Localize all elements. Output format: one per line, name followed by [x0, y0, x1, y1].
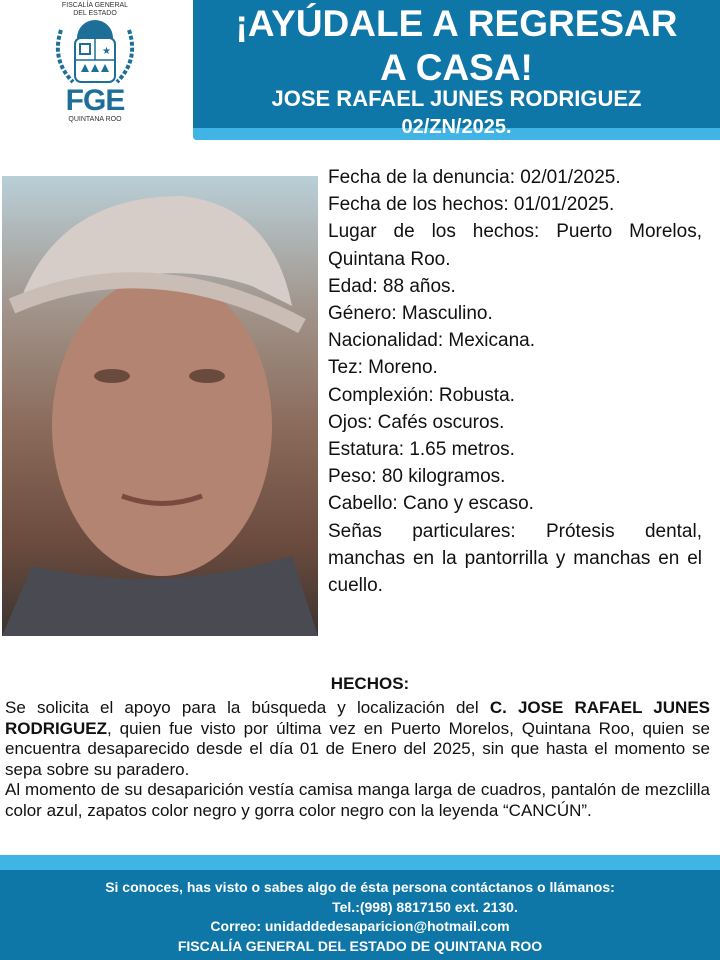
facts-paragraph-1	[5, 698, 710, 780]
detail-weight: Peso: 80 kilogramos.	[328, 466, 506, 488]
contact-footer	[0, 870, 720, 960]
headline-line-1: ¡AYÚDALE A REGRESAR	[235, 3, 678, 44]
person-details	[328, 164, 702, 599]
detail-build: Complexión: Robusta.	[328, 384, 515, 406]
headline-line-2: A CASA!	[380, 47, 533, 88]
detail-age: Edad: 88 años.	[328, 275, 456, 297]
detail-eyes: Ojos: Cafés oscuros.	[328, 411, 505, 433]
logo-text-2: DEL ESTADO	[73, 10, 117, 17]
contact-email: Correo: unidaddedesaparicion@hotmail.com	[210, 918, 510, 934]
detail-event-date: Fecha de los hechos: 01/01/2025.	[328, 194, 615, 216]
facts-text-b: , quien fue visto por última vez en Puerto Morelos, Quintana Roo, quien se encuentra desaparecido desde el día 01 de Enero del 2025, sin que hasta el momento se sepa sobre su paradero.	[5, 718, 710, 779]
fge-logo	[30, 2, 160, 142]
facts-person-name: C. JOSE RAFAEL JUNES RODRIGUEZ	[5, 698, 710, 738]
case-code: 02/ZN/2025.	[401, 116, 512, 138]
logo-state: QUINTANA ROO	[68, 116, 122, 123]
footer-accent-strip	[0, 855, 720, 870]
detail-location: Lugar de los hechos: Puerto Morelos, Quintana Roo.	[328, 221, 702, 270]
person-photo	[2, 176, 318, 636]
person-name: JOSE RAFAEL JUNES RODRIGUEZ	[271, 86, 642, 111]
facts-paragraph-2: Al momento de su desaparición vestía camisa manga larga de cuadros, pantalón de mezclilla color azul, zapatos color negro y gorra color negro con la leyenda “CANCÚN”.	[5, 780, 710, 820]
headline	[193, 2, 720, 90]
portrait-illustration	[2, 176, 318, 636]
detail-complexion: Tez: Moreno.	[328, 357, 438, 379]
contact-org: FISCALÍA GENERAL DEL ESTADO DE QUINTANA ROO	[177, 937, 543, 954]
contact-phone: Tel.:(998) 8817150 ext. 2130.	[332, 898, 518, 915]
logo-text-1: FISCALÍA GENERAL	[61, 2, 129, 9]
coat-of-arms-icon	[47, 20, 143, 86]
header-banner	[193, 0, 720, 140]
svg-text:★: ★	[102, 46, 111, 57]
detail-report-date: Fecha de la denuncia: 02/01/2025.	[328, 167, 621, 188]
contact-prompt: Si conoces, has visto o sabes algo de ésta persona contáctanos o llámanos:	[105, 879, 615, 895]
logo-acronym: FGE	[65, 84, 125, 117]
facts-text	[5, 698, 710, 821]
facts-text-a: Se solicita el apoyo para la búsqueda y localización del	[5, 698, 490, 717]
detail-gender: Género: Masculino.	[328, 303, 493, 325]
facts-heading: HECHOS:	[330, 674, 410, 693]
detail-height: Estatura: 1.65 metros.	[328, 439, 515, 461]
detail-marks: Señas particulares: Prótesis dental, manchas en la pantorrilla y manchas en el cuello.	[328, 520, 702, 597]
detail-hair: Cabello: Cano y escaso.	[328, 493, 534, 515]
detail-nationality: Nacionalidad: Mexicana.	[328, 330, 536, 352]
